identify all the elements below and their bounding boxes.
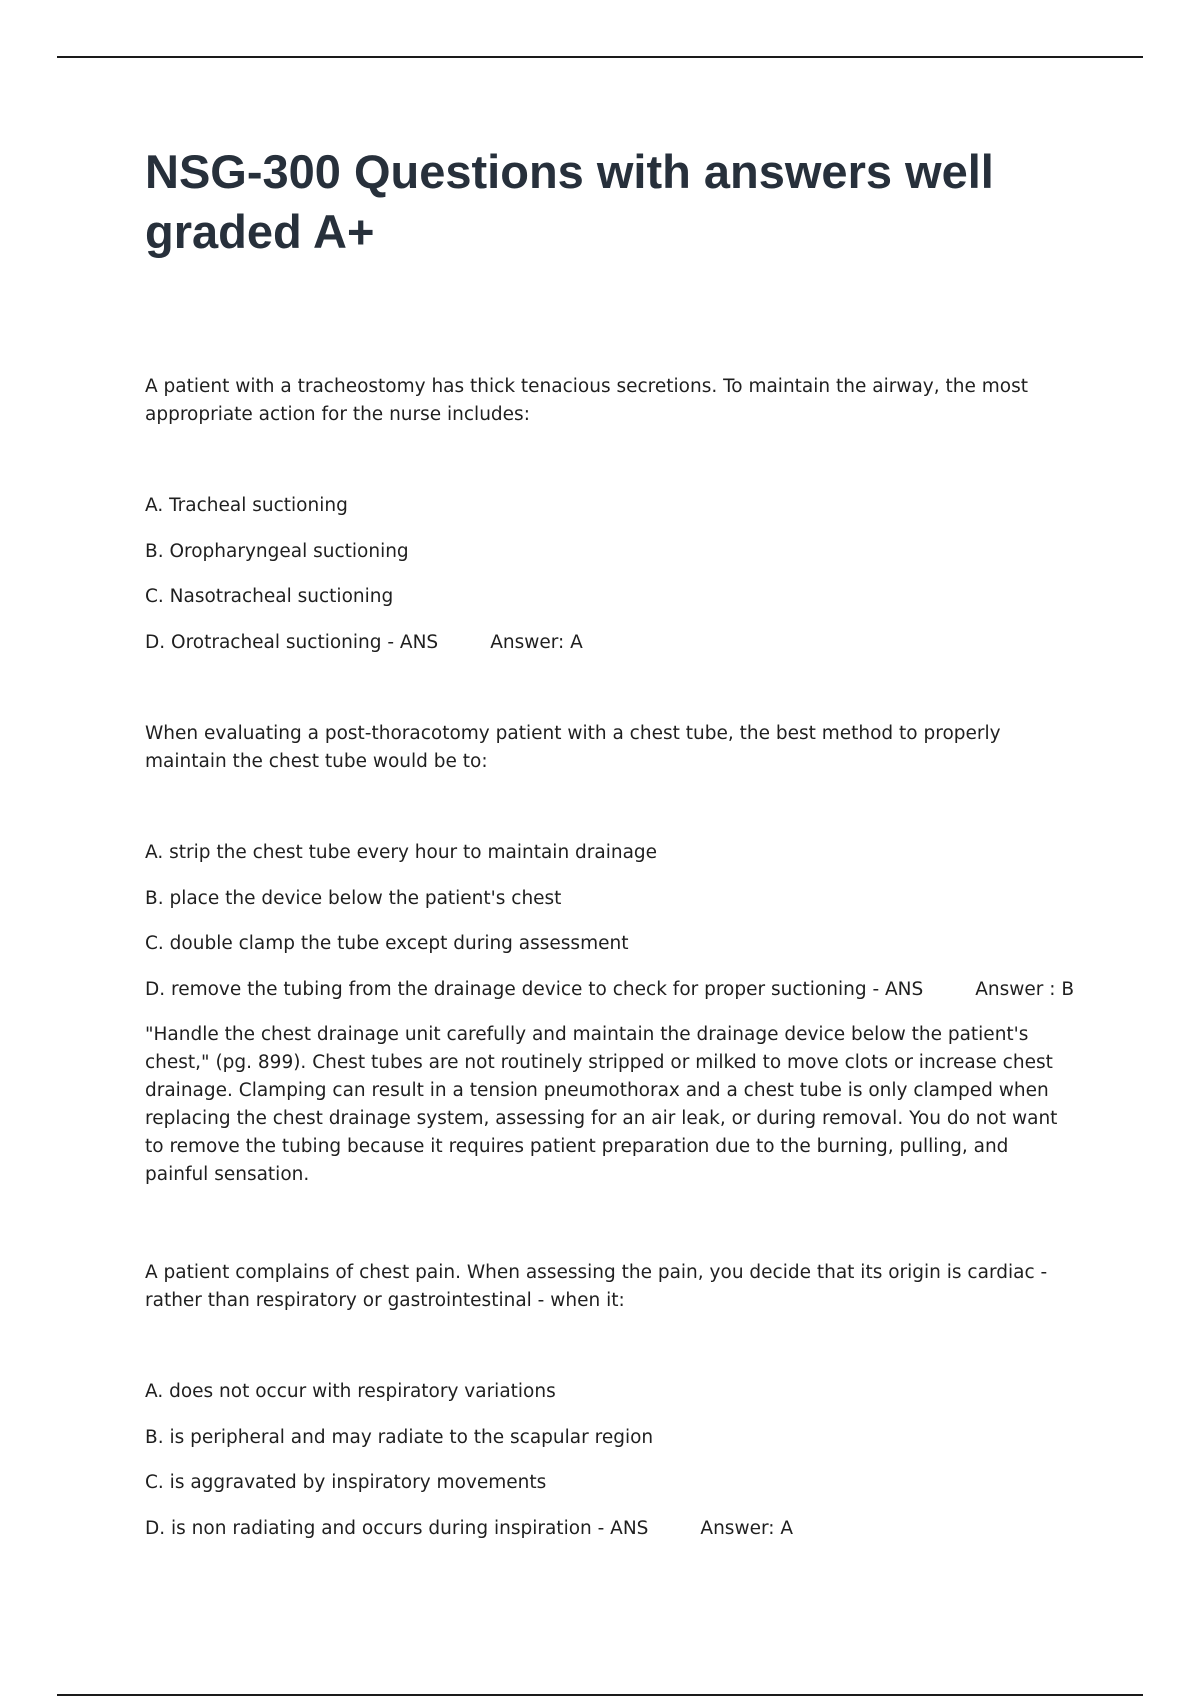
question-2-option-b: B. place the device below the patient's chest: [145, 888, 562, 909]
question-3-option-d-row: [145, 1515, 793, 1543]
top-rule: [57, 56, 1143, 58]
question-1-option-c: C. Nasotracheal suctioning: [145, 586, 394, 607]
question-3-answer: Answer: A: [700, 1518, 794, 1539]
question-1-option-b: B. Oropharyngeal suctioning: [145, 541, 409, 562]
question-2-answer: Answer : B: [975, 979, 1075, 1000]
question-3-option-b: B. is peripheral and may radiate to the scapular region: [145, 1427, 654, 1448]
question-1-prompt: A patient with a tracheostomy has thick tenacious secretions. To maintain the airway, the most appropriate action for the nurse includes:: [145, 376, 1028, 425]
question-2-option-a: A. strip the chest tube every hour to maintain drainage: [145, 842, 658, 863]
question-2-option-d: D. remove the tubing from the drainage device to check for proper suctioning - ANS: [145, 979, 924, 1000]
document-title: NSG-300 Questions with answers well graded A+: [145, 145, 994, 258]
question-3-option-a: A. does not occur with respiratory variations: [145, 1381, 556, 1402]
question-2-rationale: "Handle the chest drainage unit carefully and maintain the drainage device below the patient's chest," (pg. 899). Chest tubes are not routinely stripped or milked to move clots or increase chest drainage. Clamping can result in a tension pneumothorax and a chest tube is only clamped when replacing the chest drainage system, assessing for an air leak, or during removal. You do not want to remove the tubing because it requires patient preparation due to the burning, pulling, and painful sensation.: [145, 1024, 1058, 1185]
question-1-option-d-row: [145, 629, 583, 657]
question-3-option-d: D. is non radiating and occurs during inspiration - ANS: [145, 1518, 649, 1539]
question-2-option-c: C. double clamp the tube except during assessment: [145, 933, 629, 954]
question-3-prompt: A patient complains of chest pain. When assessing the pain, you decide that its origin is cardiac - rather than respiratory or gastrointestinal - when it:: [145, 1262, 1048, 1311]
question-2-prompt: When evaluating a post-thoracotomy patient with a chest tube, the best method to properly maintain the chest tube would be to:: [145, 723, 1001, 772]
question-1-option-a: A. Tracheal suctioning: [145, 495, 348, 516]
question-1-option-d: D. Orotracheal suctioning - ANS: [145, 632, 439, 653]
question-1-answer: Answer: A: [490, 632, 583, 653]
bottom-rule: [57, 1694, 1143, 1696]
question-2-option-d-row: [145, 976, 1074, 1004]
question-3-option-c: C. is aggravated by inspiratory movements: [145, 1472, 547, 1493]
